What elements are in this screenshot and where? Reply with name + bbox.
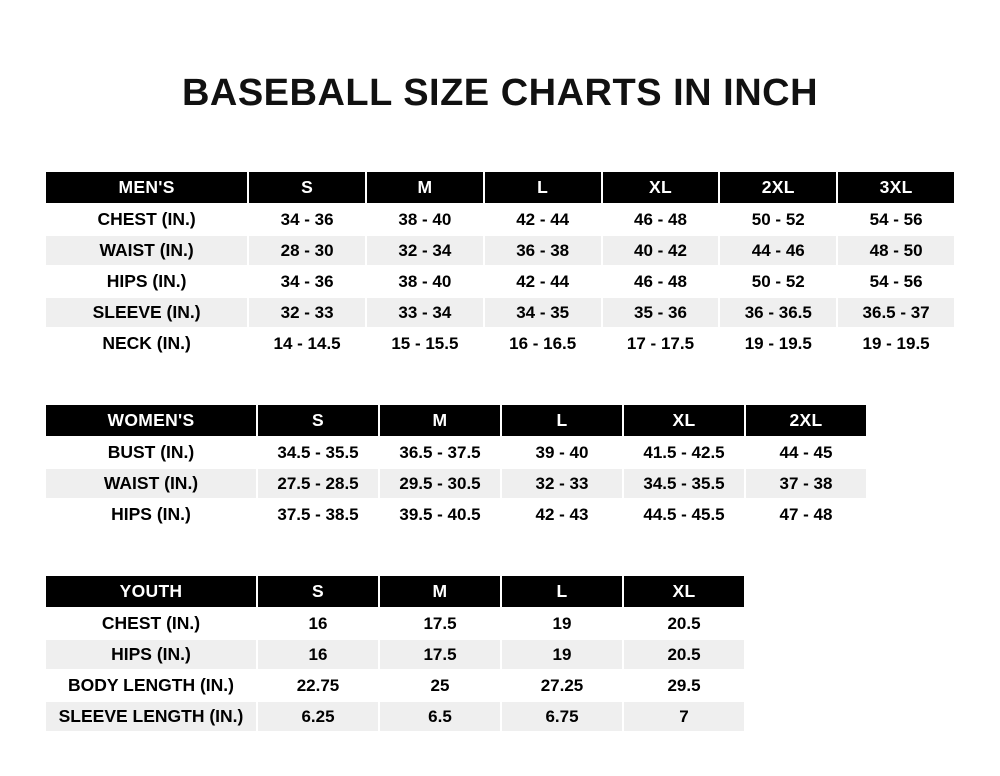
row-label: BODY LENGTH (IN.) xyxy=(45,670,257,701)
table-cell: 16 xyxy=(257,639,379,670)
table-cell: 7 xyxy=(623,701,745,732)
table-cell: 46 - 48 xyxy=(602,204,720,235)
table-cell: 32 - 33 xyxy=(501,468,623,499)
table-row xyxy=(45,670,745,701)
table-cell: 22.75 xyxy=(257,670,379,701)
table-cell: 34 - 35 xyxy=(484,297,602,328)
table-cell: 38 - 40 xyxy=(366,266,484,297)
youth-header-cell: YOUTH xyxy=(45,575,257,608)
table-cell: 42 - 44 xyxy=(484,204,602,235)
table-cell: 36.5 - 37.5 xyxy=(379,437,501,468)
table-cell: 32 - 33 xyxy=(248,297,366,328)
mens-header-row xyxy=(45,171,955,204)
table-cell: 6.75 xyxy=(501,701,623,732)
table-row xyxy=(45,468,867,499)
row-label: HIPS (IN.) xyxy=(45,266,248,297)
table-cell: 17.5 xyxy=(379,608,501,639)
mens-table-wrap xyxy=(44,170,956,398)
table-cell: 46 - 48 xyxy=(602,266,720,297)
table-cell: 19 xyxy=(501,639,623,670)
womens-header-cell: WOMEN'S xyxy=(45,404,257,437)
womens-table-wrap xyxy=(44,403,868,569)
table-cell: 36 - 36.5 xyxy=(719,297,837,328)
table-cell: 42 - 44 xyxy=(484,266,602,297)
table-cell: 33 - 34 xyxy=(366,297,484,328)
table-cell: 54 - 56 xyxy=(837,204,955,235)
mens-header-cell: M xyxy=(366,171,484,204)
table-cell: 20.5 xyxy=(623,608,745,639)
row-label: WAIST (IN.) xyxy=(45,468,257,499)
table-row xyxy=(45,608,745,639)
table-cell: 38 - 40 xyxy=(366,204,484,235)
table-row xyxy=(45,204,955,235)
table-row xyxy=(45,328,955,359)
womens-header-cell: L xyxy=(501,404,623,437)
table-row xyxy=(45,499,867,530)
table-cell: 37.5 - 38.5 xyxy=(257,499,379,530)
womens-size-table xyxy=(44,403,868,531)
table-cell: 6.25 xyxy=(257,701,379,732)
table-cell: 42 - 43 xyxy=(501,499,623,530)
table-cell: 37 - 38 xyxy=(745,468,867,499)
table-row xyxy=(45,437,867,468)
table-row xyxy=(45,701,745,732)
row-label: HIPS (IN.) xyxy=(45,639,257,670)
youth-size-table xyxy=(44,574,746,733)
table-cell: 19 xyxy=(501,608,623,639)
table-cell: 28 - 30 xyxy=(248,235,366,266)
table-cell: 50 - 52 xyxy=(719,204,837,235)
table-cell: 6.5 xyxy=(379,701,501,732)
table-cell: 34 - 36 xyxy=(248,204,366,235)
row-label: HIPS (IN.) xyxy=(45,499,257,530)
youth-table-wrap xyxy=(44,574,746,771)
mens-header-cell: XL xyxy=(602,171,720,204)
mens-header-cell: 3XL xyxy=(837,171,955,204)
tables-container xyxy=(0,170,1000,776)
womens-header-cell: M xyxy=(379,404,501,437)
table-cell: 25 xyxy=(379,670,501,701)
table-row xyxy=(45,639,745,670)
table-cell: 36 - 38 xyxy=(484,235,602,266)
table-cell: 15 - 15.5 xyxy=(366,328,484,359)
table-cell: 27.25 xyxy=(501,670,623,701)
womens-header-cell: S xyxy=(257,404,379,437)
mens-header-cell: MEN'S xyxy=(45,171,248,204)
table-cell: 39 - 40 xyxy=(501,437,623,468)
table-cell: 34.5 - 35.5 xyxy=(257,437,379,468)
mens-header-cell: 2XL xyxy=(719,171,837,204)
mens-header-cell: S xyxy=(248,171,366,204)
table-cell: 34 - 36 xyxy=(248,266,366,297)
youth-header-cell: XL xyxy=(623,575,745,608)
youth-header-cell: M xyxy=(379,575,501,608)
table-cell: 41.5 - 42.5 xyxy=(623,437,745,468)
table-cell: 32 - 34 xyxy=(366,235,484,266)
row-label: BUST (IN.) xyxy=(45,437,257,468)
table-cell: 29.5 - 30.5 xyxy=(379,468,501,499)
row-label: NECK (IN.) xyxy=(45,328,248,359)
table-row xyxy=(45,235,955,266)
table-cell: 34.5 - 35.5 xyxy=(623,468,745,499)
table-cell: 19 - 19.5 xyxy=(719,328,837,359)
table-cell: 20.5 xyxy=(623,639,745,670)
youth-header-cell: L xyxy=(501,575,623,608)
table-cell: 44.5 - 45.5 xyxy=(623,499,745,530)
table-cell: 29.5 xyxy=(623,670,745,701)
table-cell: 44 - 46 xyxy=(719,235,837,266)
table-cell: 35 - 36 xyxy=(602,297,720,328)
table-cell: 19 - 19.5 xyxy=(837,328,955,359)
table-cell: 16 - 16.5 xyxy=(484,328,602,359)
row-label: SLEEVE LENGTH (IN.) xyxy=(45,701,257,732)
womens-header-row xyxy=(45,404,867,437)
row-label: WAIST (IN.) xyxy=(45,235,248,266)
table-cell: 16 xyxy=(257,608,379,639)
table-cell: 17.5 xyxy=(379,639,501,670)
table-cell: 50 - 52 xyxy=(719,266,837,297)
table-cell: 39.5 - 40.5 xyxy=(379,499,501,530)
table-cell: 36.5 - 37 xyxy=(837,297,955,328)
table-cell: 44 - 45 xyxy=(745,437,867,468)
table-cell: 48 - 50 xyxy=(837,235,955,266)
table-cell: 17 - 17.5 xyxy=(602,328,720,359)
youth-header-cell: S xyxy=(257,575,379,608)
table-cell: 14 - 14.5 xyxy=(248,328,366,359)
row-label: CHEST (IN.) xyxy=(45,608,257,639)
row-label: CHEST (IN.) xyxy=(45,204,248,235)
table-cell: 54 - 56 xyxy=(837,266,955,297)
row-label: SLEEVE (IN.) xyxy=(45,297,248,328)
womens-header-cell: 2XL xyxy=(745,404,867,437)
table-cell: 27.5 - 28.5 xyxy=(257,468,379,499)
table-row xyxy=(45,266,955,297)
youth-header-row xyxy=(45,575,745,608)
mens-size-table xyxy=(44,170,956,360)
table-row xyxy=(45,297,955,328)
mens-header-cell: L xyxy=(484,171,602,204)
table-cell: 47 - 48 xyxy=(745,499,867,530)
womens-header-cell: XL xyxy=(623,404,745,437)
table-cell: 40 - 42 xyxy=(602,235,720,266)
page-title: BASEBALL SIZE CHARTS IN INCH xyxy=(181,72,819,114)
